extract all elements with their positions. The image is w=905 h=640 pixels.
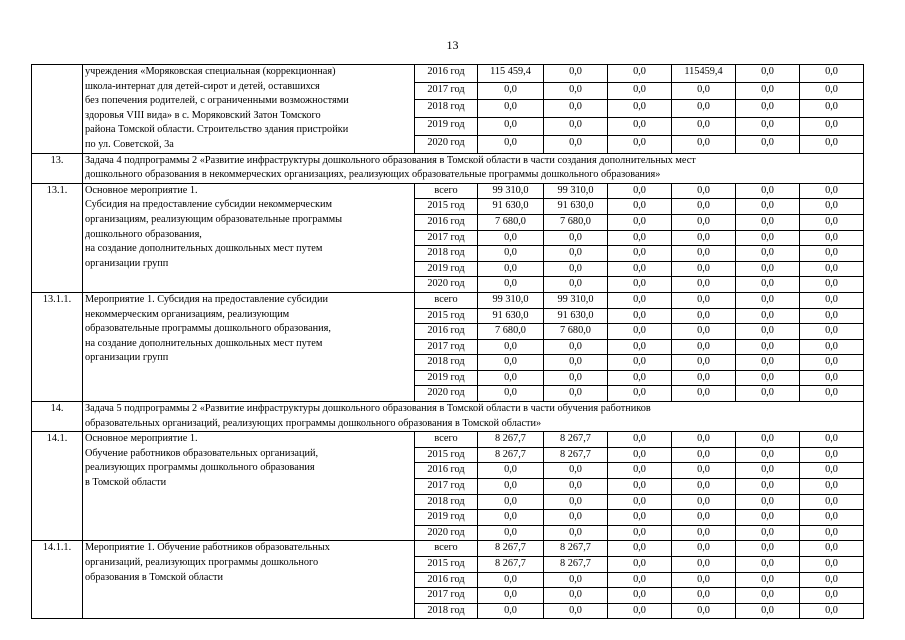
value-cell: 0,0 [672, 588, 736, 604]
value-cell: 0,0 [736, 324, 800, 340]
value-cell: 0,0 [736, 183, 800, 199]
value-cell: 0,0 [608, 463, 672, 479]
value-cell: 0,0 [800, 214, 864, 230]
value-cell: 0,0 [544, 386, 608, 402]
value-cell: 0,0 [800, 479, 864, 495]
description-line: реализующих программы дошкольного образования [85, 462, 315, 474]
description-line: организациям, реализующим образовательные программы [85, 213, 343, 225]
value-cell: 0,0 [800, 292, 864, 308]
value-cell: 0,0 [544, 479, 608, 495]
year-cell: 2019 год [415, 370, 478, 386]
value-cell: 0,0 [800, 118, 864, 136]
value-cell: 0,0 [672, 432, 736, 448]
value-cell: 0,0 [672, 557, 736, 573]
value-cell: 0,0 [672, 135, 736, 153]
value-cell: 0,0 [736, 432, 800, 448]
value-cell: 0,0 [672, 370, 736, 386]
value-cell: 0,0 [672, 292, 736, 308]
table-body [32, 65, 864, 619]
value-cell: 0,0 [736, 447, 800, 463]
task-row [32, 402, 864, 432]
value-cell: 0,0 [478, 100, 544, 118]
row-number: 13.1. [32, 183, 83, 292]
value-cell: 0,0 [672, 510, 736, 526]
value-cell: 0,0 [736, 355, 800, 371]
value-cell: 0,0 [478, 370, 544, 386]
description-line: образования в Томской области [85, 571, 224, 583]
description-line: без попечения родителей, с ограниченными возможностями [85, 95, 349, 107]
description-line: образовательные программы дошкольного образования, [85, 323, 331, 335]
value-cell: 0,0 [672, 339, 736, 355]
value-cell: 0,0 [478, 494, 544, 510]
value-cell: 8 267,7 [544, 432, 608, 448]
value-cell: 0,0 [478, 261, 544, 277]
value-cell: 7 680,0 [478, 324, 544, 340]
description-line: здоровья VIII вида» в с. Моряковский Затон Томского [85, 109, 321, 121]
row-number: 13.1.1. [32, 292, 83, 401]
value-cell: 0,0 [544, 355, 608, 371]
item-description [83, 183, 415, 292]
item-description [83, 541, 415, 619]
value-cell: 0,0 [478, 603, 544, 619]
value-cell: 0,0 [478, 588, 544, 604]
value-cell: 7 680,0 [478, 214, 544, 230]
value-cell: 8 267,7 [544, 557, 608, 573]
value-cell: 0,0 [672, 230, 736, 246]
year-cell: 2018 год [415, 494, 478, 510]
value-cell: 8 267,7 [544, 541, 608, 557]
value-cell: 0,0 [672, 214, 736, 230]
value-cell: 0,0 [608, 308, 672, 324]
value-cell: 8 267,7 [478, 432, 544, 448]
table-row [32, 65, 864, 83]
year-cell: 2016 год [415, 214, 478, 230]
value-cell: 0,0 [736, 494, 800, 510]
description-line: района Томской области. Строительство здания пристройки [85, 124, 349, 136]
value-cell: 0,0 [608, 525, 672, 541]
value-cell: 0,0 [736, 82, 800, 100]
year-cell: 2020 год [415, 525, 478, 541]
description-line: Основное мероприятие 1. [85, 184, 198, 196]
year-cell: 2016 год [415, 463, 478, 479]
value-cell: 0,0 [736, 510, 800, 526]
value-cell: 0,0 [608, 324, 672, 340]
value-cell: 0,0 [544, 82, 608, 100]
description-line: на создание дополнительных дошкольных мест путем [85, 337, 323, 349]
value-cell: 0,0 [736, 557, 800, 573]
value-cell: 0,0 [800, 447, 864, 463]
value-cell: 0,0 [800, 355, 864, 371]
year-cell: 2019 год [415, 118, 478, 136]
value-cell: 0,0 [736, 277, 800, 293]
value-cell: 0,0 [800, 541, 864, 557]
value-cell: 0,0 [736, 118, 800, 136]
value-cell: 0,0 [736, 261, 800, 277]
value-cell: 0,0 [800, 557, 864, 573]
value-cell: 0,0 [736, 386, 800, 402]
value-cell: 0,0 [608, 183, 672, 199]
value-cell: 0,0 [544, 588, 608, 604]
value-cell: 0,0 [608, 370, 672, 386]
value-cell: 0,0 [478, 525, 544, 541]
description-line: Основное мероприятие 1. [85, 433, 198, 445]
value-cell: 99 310,0 [478, 292, 544, 308]
value-cell: 0,0 [608, 541, 672, 557]
value-cell: 0,0 [800, 463, 864, 479]
year-cell: всего [415, 541, 478, 557]
value-cell: 0,0 [736, 292, 800, 308]
year-cell: 2015 год [415, 308, 478, 324]
value-cell: 0,0 [478, 246, 544, 262]
value-cell: 0,0 [608, 386, 672, 402]
value-cell: 0,0 [800, 100, 864, 118]
value-cell: 0,0 [544, 525, 608, 541]
value-cell: 0,0 [736, 135, 800, 153]
value-cell: 0,0 [478, 277, 544, 293]
value-cell: 0,0 [478, 135, 544, 153]
item-description [83, 65, 415, 154]
budget-table [31, 64, 864, 619]
value-cell: 0,0 [800, 324, 864, 340]
description-line: организации групп [85, 352, 169, 364]
value-cell: 0,0 [544, 370, 608, 386]
value-cell: 0,0 [736, 214, 800, 230]
value-cell: 0,0 [608, 557, 672, 573]
value-cell: 0,0 [544, 100, 608, 118]
value-cell: 0,0 [672, 183, 736, 199]
description-line: учреждения «Моряковская специальная (коррекционная) [85, 66, 336, 77]
value-cell: 0,0 [736, 246, 800, 262]
value-cell: 0,0 [672, 246, 736, 262]
value-cell: 0,0 [478, 82, 544, 100]
value-cell: 0,0 [608, 246, 672, 262]
value-cell: 0,0 [736, 339, 800, 355]
description-line: дошкольного образования, [85, 228, 202, 240]
value-cell: 0,0 [672, 494, 736, 510]
value-cell: 0,0 [672, 525, 736, 541]
value-cell: 0,0 [672, 541, 736, 557]
value-cell: 0,0 [800, 432, 864, 448]
value-cell: 0,0 [478, 572, 544, 588]
value-cell: 0,0 [478, 230, 544, 246]
year-cell: 2020 год [415, 277, 478, 293]
value-cell: 0,0 [736, 370, 800, 386]
year-cell: 2016 год [415, 324, 478, 340]
value-cell: 0,0 [672, 447, 736, 463]
year-cell: 2020 год [415, 386, 478, 402]
value-cell: 0,0 [544, 261, 608, 277]
task-description [83, 402, 864, 432]
value-cell: 0,0 [672, 386, 736, 402]
value-cell: 0,0 [608, 135, 672, 153]
task-text-line: Задача 5 подпрограммы 2 «Развитие инфраструктуры дошкольного образования в Томской области в части обучения работников [85, 403, 651, 415]
year-cell: 2017 год [415, 230, 478, 246]
value-cell: 0,0 [672, 463, 736, 479]
table-row [32, 541, 864, 557]
year-cell: 2018 год [415, 100, 478, 118]
description-line: Мероприятие 1. Субсидия на предоставление субсидии [85, 293, 329, 305]
value-cell: 0,0 [672, 261, 736, 277]
year-cell: 2015 год [415, 199, 478, 215]
year-cell: всего [415, 183, 478, 199]
description-line: Субсидия на предоставление субсидии некоммерческим [85, 199, 332, 211]
year-cell: 2018 год [415, 603, 478, 619]
value-cell: 0,0 [672, 324, 736, 340]
year-cell: 2016 год [415, 572, 478, 588]
value-cell: 7 680,0 [544, 324, 608, 340]
value-cell: 0,0 [800, 65, 864, 83]
year-cell: 2015 год [415, 447, 478, 463]
value-cell: 0,0 [544, 494, 608, 510]
value-cell: 0,0 [800, 199, 864, 215]
value-cell: 0,0 [608, 355, 672, 371]
value-cell: 0,0 [608, 292, 672, 308]
value-cell: 99 310,0 [478, 183, 544, 199]
value-cell: 0,0 [800, 230, 864, 246]
row-number [32, 65, 83, 154]
item-description [83, 292, 415, 401]
value-cell: 0,0 [736, 199, 800, 215]
year-cell: 2019 год [415, 510, 478, 526]
value-cell: 8 267,7 [478, 557, 544, 573]
value-cell: 0,0 [672, 118, 736, 136]
value-cell: 0,0 [544, 118, 608, 136]
task-text-line: дошкольного образования в некоммерческих организациях, реализующих образовательные программы дошкольного образования» [85, 169, 661, 181]
value-cell: 0,0 [478, 355, 544, 371]
year-cell: 2017 год [415, 339, 478, 355]
task-text-line: Задача 4 подпрограммы 2 «Развитие инфраструктуры дошкольного образования в Томской области в части создания дополнительных мест [85, 154, 696, 166]
value-cell: 99 310,0 [544, 183, 608, 199]
value-cell: 0,0 [608, 118, 672, 136]
year-cell: 2018 год [415, 246, 478, 262]
item-description [83, 432, 415, 541]
value-cell: 0,0 [478, 118, 544, 136]
description-line: по ул. Советской, 3а [85, 138, 174, 150]
value-cell: 115 459,4 [478, 65, 544, 83]
value-cell: 0,0 [800, 308, 864, 324]
value-cell: 0,0 [800, 183, 864, 199]
value-cell: 0,0 [608, 199, 672, 215]
value-cell: 0,0 [478, 463, 544, 479]
value-cell: 0,0 [736, 479, 800, 495]
value-cell: 0,0 [608, 82, 672, 100]
value-cell: 0,0 [608, 572, 672, 588]
value-cell: 0,0 [544, 510, 608, 526]
value-cell: 7 680,0 [544, 214, 608, 230]
value-cell: 0,0 [608, 230, 672, 246]
description-line: Обучение работников образовательных организаций, [85, 447, 319, 459]
value-cell: 0,0 [478, 479, 544, 495]
description-line: в Томской области [85, 477, 167, 489]
value-cell: 0,0 [608, 100, 672, 118]
value-cell: 0,0 [608, 494, 672, 510]
value-cell: 0,0 [736, 308, 800, 324]
value-cell: 0,0 [672, 100, 736, 118]
value-cell: 0,0 [608, 65, 672, 83]
value-cell: 91 630,0 [478, 199, 544, 215]
description-line: на создание дополнительных дошкольных мест путем [85, 243, 323, 255]
value-cell: 0,0 [672, 308, 736, 324]
value-cell: 0,0 [544, 246, 608, 262]
value-cell: 0,0 [672, 355, 736, 371]
value-cell: 0,0 [608, 510, 672, 526]
value-cell: 0,0 [800, 370, 864, 386]
value-cell: 0,0 [800, 386, 864, 402]
table-row [32, 292, 864, 308]
description-line: Мероприятие 1. Обучение работников образовательных [85, 542, 330, 554]
value-cell: 0,0 [672, 572, 736, 588]
value-cell: 0,0 [736, 541, 800, 557]
value-cell: 0,0 [672, 479, 736, 495]
value-cell: 0,0 [608, 277, 672, 293]
row-number: 14.1. [32, 432, 83, 541]
value-cell: 0,0 [736, 525, 800, 541]
value-cell: 0,0 [800, 261, 864, 277]
value-cell: 0,0 [544, 463, 608, 479]
value-cell: 0,0 [736, 230, 800, 246]
table-row [32, 432, 864, 448]
value-cell: 0,0 [608, 339, 672, 355]
value-cell: 0,0 [800, 588, 864, 604]
value-cell: 0,0 [800, 494, 864, 510]
row-number: 14. [32, 402, 83, 432]
year-cell: 2017 год [415, 479, 478, 495]
value-cell: 0,0 [736, 588, 800, 604]
year-cell: 2018 год [415, 355, 478, 371]
task-row [32, 153, 864, 183]
value-cell: 8 267,7 [544, 447, 608, 463]
value-cell: 91 630,0 [544, 199, 608, 215]
row-number: 14.1.1. [32, 541, 83, 619]
value-cell: 0,0 [800, 525, 864, 541]
value-cell: 0,0 [608, 447, 672, 463]
row-number: 13. [32, 153, 83, 183]
value-cell: 0,0 [608, 479, 672, 495]
year-cell: всего [415, 292, 478, 308]
description-line: некоммерческим организациям, реализующим [85, 308, 290, 320]
value-cell: 0,0 [800, 246, 864, 262]
value-cell: 8 267,7 [478, 541, 544, 557]
year-cell: 2017 год [415, 82, 478, 100]
value-cell: 91 630,0 [478, 308, 544, 324]
value-cell: 0,0 [736, 463, 800, 479]
year-cell: 2019 год [415, 261, 478, 277]
description-line: организаций, реализующих программы дошкольного [85, 557, 319, 568]
value-cell: 0,0 [608, 261, 672, 277]
task-text-line: образовательных организаций, реализующих программы дошкольного образования в Томской области» [85, 417, 542, 429]
value-cell: 0,0 [544, 230, 608, 246]
value-cell: 0,0 [736, 100, 800, 118]
description-line: школа-интернат для детей-сирот и детей, оставшихся [85, 80, 320, 92]
value-cell: 0,0 [544, 65, 608, 83]
value-cell: 0,0 [608, 588, 672, 604]
year-cell: 2017 год [415, 588, 478, 604]
year-cell: 2015 год [415, 557, 478, 573]
value-cell: 0,0 [736, 572, 800, 588]
year-cell: всего [415, 432, 478, 448]
value-cell: 0,0 [608, 603, 672, 619]
value-cell: 115459,4 [672, 65, 736, 83]
value-cell: 0,0 [800, 277, 864, 293]
value-cell: 0,0 [478, 386, 544, 402]
value-cell: 0,0 [608, 432, 672, 448]
value-cell: 0,0 [672, 277, 736, 293]
value-cell: 0,0 [800, 572, 864, 588]
value-cell: 99 310,0 [544, 292, 608, 308]
value-cell: 0,0 [544, 277, 608, 293]
value-cell: 0,0 [544, 135, 608, 153]
value-cell: 0,0 [672, 82, 736, 100]
value-cell: 0,0 [672, 199, 736, 215]
value-cell: 0,0 [544, 339, 608, 355]
page-number: 13 [446, 38, 459, 52]
value-cell: 0,0 [544, 572, 608, 588]
value-cell: 0,0 [736, 65, 800, 83]
value-cell: 0,0 [800, 135, 864, 153]
value-cell: 0,0 [672, 603, 736, 619]
value-cell: 0,0 [800, 603, 864, 619]
value-cell: 0,0 [800, 82, 864, 100]
value-cell: 0,0 [800, 510, 864, 526]
year-cell: 2016 год [415, 65, 478, 83]
description-line: организации групп [85, 257, 169, 269]
value-cell: 0,0 [478, 510, 544, 526]
value-cell: 91 630,0 [544, 308, 608, 324]
value-cell: 0,0 [800, 339, 864, 355]
value-cell: 0,0 [544, 603, 608, 619]
year-cell: 2020 год [415, 135, 478, 153]
value-cell: 0,0 [736, 603, 800, 619]
value-cell: 8 267,7 [478, 447, 544, 463]
value-cell: 0,0 [478, 339, 544, 355]
task-description [83, 153, 864, 183]
value-cell: 0,0 [608, 214, 672, 230]
table-row [32, 183, 864, 199]
